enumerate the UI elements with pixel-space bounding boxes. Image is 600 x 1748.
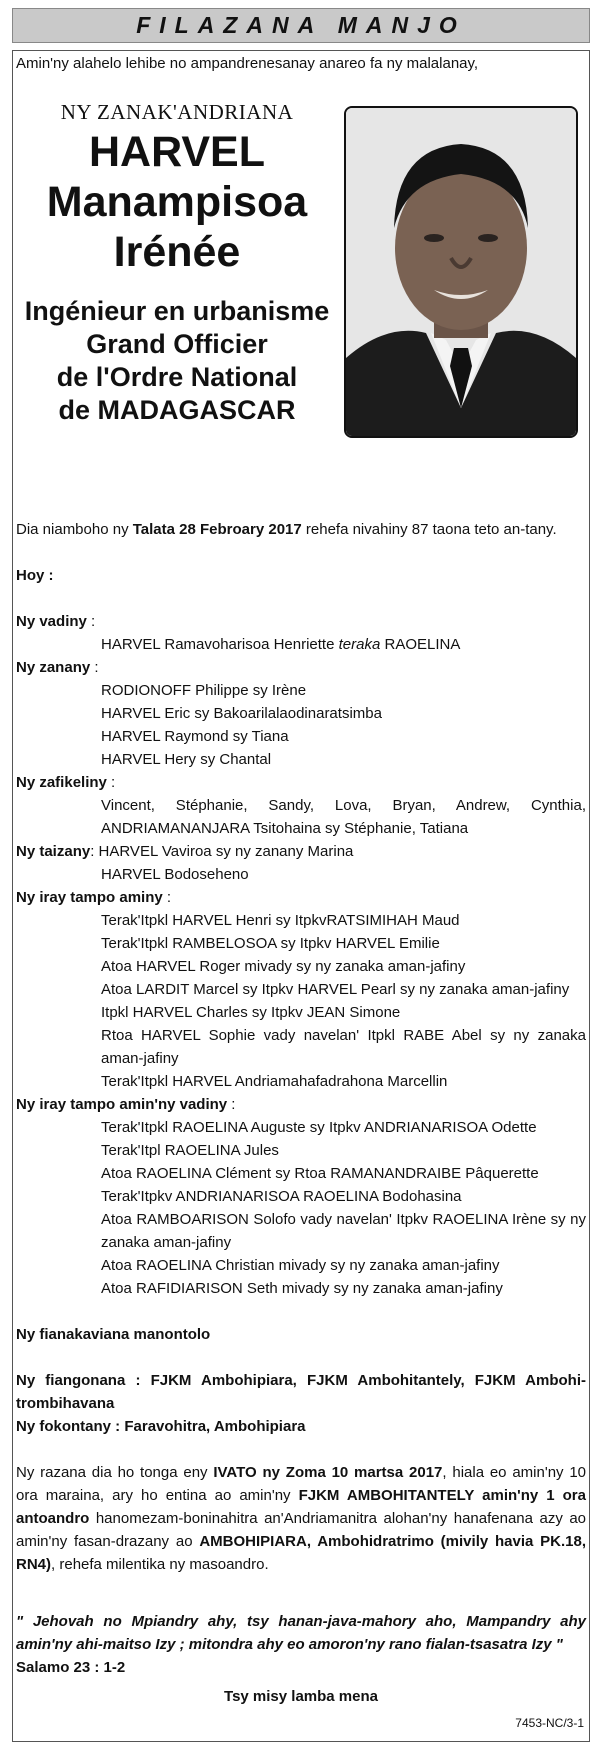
reference-code: 7453-NC/3-1 xyxy=(515,1716,584,1730)
list-item: Itpkl HARVEL Charles sy Itpkv JEAN Simone xyxy=(101,1004,401,1021)
list-item: Atoa HARVEL Roger mivady sy ny zanaka aman-jafiny xyxy=(101,958,466,975)
list-item: RODIONOFF Philippe sy Irène xyxy=(101,682,307,699)
funeral-details: Ny razana dia ho tonga eny IVATO ny Zoma 10 martsa 2017, hiala eo amin'ny 10 ora maraina, ary ho entina ao amin'ny FJKM AMBOHITANTELY amin'ny 1 ora antoandro hanomezam-boninahitra an'Andriamanitra alohan'ny hanafenana azy ao amin'ny fasan-drazany ao AMBOHIPIARA, Ambohidratrimo (mivily havia PK.18, RN4), rehefa milentika ny masoandro. xyxy=(16,1464,587,1573)
role-line: Ingénieur en urbanisme xyxy=(24,296,330,326)
name-line-3: Irénée xyxy=(113,228,241,276)
list-item: HARVEL Bodoseheno xyxy=(101,866,249,883)
bible-quote: " Jehovah no Mpiandry ahy, tsy hanan-java-mahory aho, Mampandry ahy amin'ny ahi-maitso Izy ; mitondra ahy eo amoron'ny rano fialan-tsasatra Izy " xyxy=(16,1613,586,1653)
name-line-2: Manampisoa xyxy=(46,178,308,226)
role-block xyxy=(14,295,340,427)
list-item: Terak'Itpkl RAOELINA Auguste sy Itpkv ANDRIANARISOA Odette xyxy=(101,1119,537,1136)
fianakaviana-label: Ny fianakaviana manontolo xyxy=(16,1326,211,1343)
vadiny-item: HARVEL Ramavoharisoa Henriette teraka RAOELINA xyxy=(101,636,461,653)
list-item: Terak'Itpl RAOELINA Jules xyxy=(101,1142,279,1159)
zafikeliny-label: Ny zafikeliny : xyxy=(16,774,116,791)
list-item: Rtoa HARVEL Sophie vady navelan' Itpkl RABE Abel sy ny zanaka aman-jafiny xyxy=(101,1027,586,1067)
obituary-body xyxy=(16,518,586,1576)
zanany-label: Ny zanany : xyxy=(16,659,99,676)
intro-text: Amin'ny alahelo lehibe no ampandrenesanay anareo fa ny malalanay, xyxy=(16,55,479,72)
list-item: HARVEL Raymond sy Tiana xyxy=(101,728,289,745)
list-item: Terak'Itpkv ANDRIANARISOA RAOELINA Bodohasina xyxy=(101,1188,462,1205)
list-item: Terak'Itpkl RAMBELOSOA sy Itpkv HARVEL Emilie xyxy=(101,935,440,952)
psalm-reference: Salamo 23 : 1-2 xyxy=(16,1659,126,1676)
name-line-1: HARVEL xyxy=(88,128,265,176)
portrait-photo xyxy=(344,106,578,438)
role-line: de MADAGASCAR xyxy=(58,395,296,425)
list-item: Terak'Itpkl HARVEL Andriamahafadrahona Marcellin xyxy=(101,1073,448,1090)
list-item: Atoa RAMBOARISON Solofo vady navelan' Itpkv RAOELINA Irène sy ny zanaka aman-jafiny xyxy=(101,1211,586,1251)
header-block xyxy=(14,100,340,427)
fokontany-line: Ny fokontany : Faravohitra, Ambohipiara xyxy=(16,1418,306,1435)
fiangonana-line: Ny fiangonana : FJKM Ambohipiara, FJKM Ambohitantely, FJKM Ambohi-trombihavana xyxy=(16,1372,586,1412)
list-item: HARVEL Hery sy Chantal xyxy=(101,751,272,768)
closing-block xyxy=(16,1610,586,1708)
list-item: Atoa RAOELINA Christian mivady sy ny zanaka aman-jafiny xyxy=(101,1257,500,1274)
list-item: Vincent, Stéphanie, Sandy, Lova, Bryan, Andrew, Cynthia, ANDRIAMANANJARA Tsitohaina sy Stéphanie, Tatiana xyxy=(101,797,586,837)
list-item: Atoa LARDIT Marcel sy Itpkv HARVEL Pearl sy ny zanaka aman-jafiny xyxy=(101,981,570,998)
role-line: Grand Officier xyxy=(86,329,268,359)
tampo-aminy-label: Ny iray tampo aminy : xyxy=(16,889,172,906)
banner-title: FILAZANA MANJO xyxy=(12,8,590,43)
hoy-label: Hoy : xyxy=(16,567,54,584)
tampo-vadiny-label: Ny iray tampo amin'ny vadiny : xyxy=(16,1096,236,1113)
death-date: Talata 28 Febroary 2017 xyxy=(132,521,302,538)
list-item: Atoa RAOELINA Clément sy Rtoa RAMANANDRAIBE Pâquerette xyxy=(101,1165,539,1182)
final-note: Tsy misy lamba mena xyxy=(224,1688,378,1705)
death-announcement: Dia niamboho ny Talata 28 Febroary 2017 rehefa nivahiny 87 taona teto an-tany. xyxy=(16,521,557,538)
vadiny-label: Ny vadiny : xyxy=(16,613,96,630)
list-item: HARVEL Eric sy Bakoarilalaodinaratsimba xyxy=(101,705,382,722)
list-item: Atoa RAFIDIARISON Seth mivady sy ny zanaka aman-jafiny xyxy=(101,1280,503,1297)
header-subtitle: NY ZANAK'ANDRIANA xyxy=(60,100,294,124)
list-item: Terak'Itpkl HARVEL Henri sy ItpkvRATSIMIHAH Maud xyxy=(101,912,460,929)
taizany-label: Ny taizany: HARVEL Vaviroa sy ny zanany Marina xyxy=(16,843,354,860)
role-line: de l'Ordre National xyxy=(56,362,298,392)
